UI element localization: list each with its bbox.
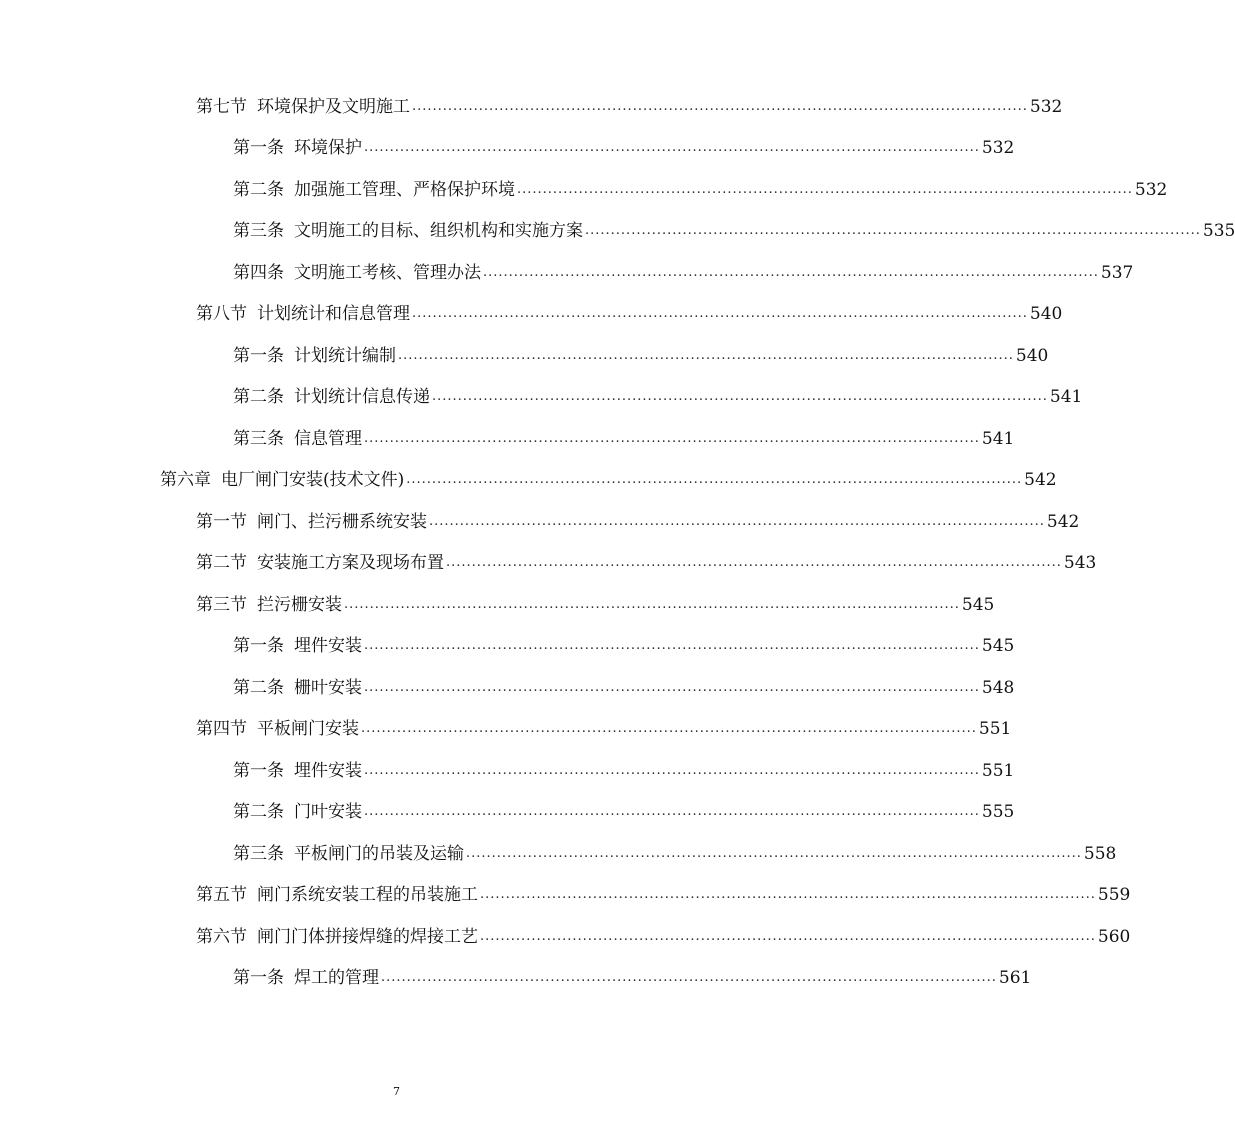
toc-entry-page: 540 xyxy=(1029,304,1063,324)
toc-entry-title: 安装施工方案及现场布置 xyxy=(257,553,444,573)
toc-entry-number: 第三条 xyxy=(233,429,284,449)
toc-entry-page: 532 xyxy=(981,138,1015,158)
dot-leader: ........................................................................................................................ xyxy=(429,514,1045,529)
dot-leader: ........................................................................................................................ xyxy=(432,389,1048,404)
toc-entry-title: 埋件安装 xyxy=(294,761,362,781)
toc-entry-number: 第二条 xyxy=(233,180,284,200)
toc-entry[interactable] xyxy=(233,213,1235,249)
toc-entry-number: 第六节 xyxy=(196,927,247,947)
toc-entry-number: 第二条 xyxy=(233,802,284,822)
dot-leader: ........................................................................................................................ xyxy=(364,431,980,446)
toc-entry-number: 第三条 xyxy=(233,221,284,241)
toc-entry-number: 第一条 xyxy=(233,761,284,781)
toc-entry[interactable] xyxy=(196,545,1097,581)
toc-entry-number: 第一条 xyxy=(233,968,284,988)
toc-entry-title: 环境保护及文明施工 xyxy=(257,97,410,117)
toc-entry[interactable] xyxy=(233,255,1134,291)
toc-entry-title: 拦污栅安装 xyxy=(257,595,342,615)
toc-entry[interactable] xyxy=(196,919,1131,955)
toc-entry-page: 532 xyxy=(1029,97,1063,117)
toc-entry-title: 埋件安装 xyxy=(294,636,362,656)
toc-entry-number: 第二节 xyxy=(196,553,247,573)
toc-entry[interactable] xyxy=(233,794,1015,830)
dot-leader: ........................................................................................................................ xyxy=(446,555,1062,570)
toc-entry-title: 门叶安装 xyxy=(294,802,362,822)
toc-entry-title: 栅叶安装 xyxy=(294,678,362,698)
toc-entry[interactable] xyxy=(233,379,1083,415)
toc-entry[interactable] xyxy=(233,753,1015,789)
toc-entry-title: 闸门门体拼接焊缝的焊接工艺 xyxy=(257,927,478,947)
toc-entry-number: 第七节 xyxy=(196,97,247,117)
toc-entry-title: 环境保护 xyxy=(294,138,362,158)
toc-entry-title: 加强施工管理、严格保护环境 xyxy=(294,180,515,200)
dot-leader: ........................................................................................................................ xyxy=(344,597,960,612)
dot-leader: ........................................................................................................................ xyxy=(483,265,1099,280)
toc-entry-page: 555 xyxy=(981,802,1015,822)
toc-entry-page: 541 xyxy=(1049,387,1083,407)
toc-entry-page: 561 xyxy=(998,968,1032,988)
toc-entry[interactable] xyxy=(233,670,1015,706)
toc-entry-page: 548 xyxy=(981,678,1015,698)
toc-entry-number: 第二条 xyxy=(233,678,284,698)
toc-entry-page: 558 xyxy=(1083,844,1117,864)
toc-entry-page: 551 xyxy=(981,761,1015,781)
dot-leader: ........................................................................................................................ xyxy=(412,306,1028,321)
dot-leader: ........................................................................................................................ xyxy=(517,182,1133,197)
toc-entry-page: 559 xyxy=(1097,885,1131,905)
toc-entry-title: 电厂闸门安装(技术文件) xyxy=(221,470,405,490)
toc-entry-page: 542 xyxy=(1024,470,1057,490)
toc-entry-page: 551 xyxy=(978,719,1012,739)
toc-entry-number: 第六章 xyxy=(160,470,211,490)
toc-entry-page: 535 xyxy=(1202,221,1235,241)
dot-leader: ........................................................................................................................ xyxy=(364,680,980,695)
toc-entry[interactable] xyxy=(196,504,1080,540)
toc-entry[interactable] xyxy=(196,89,1063,125)
dot-leader: ........................................................................................................................ xyxy=(406,472,1023,487)
dot-leader: ........................................................................................................................ xyxy=(480,887,1096,902)
dot-leader: ........................................................................................................................ xyxy=(364,638,980,653)
toc-entry[interactable] xyxy=(196,296,1063,332)
dot-leader: ........................................................................................................................ xyxy=(412,99,1028,114)
toc-entry-number: 第一条 xyxy=(233,346,284,366)
toc-entry-title: 计划统计和信息管理 xyxy=(257,304,410,324)
toc-entry[interactable] xyxy=(233,172,1168,208)
dot-leader: ........................................................................................................................ xyxy=(585,223,1201,238)
toc-entry-title: 信息管理 xyxy=(294,429,362,449)
toc-entry[interactable] xyxy=(233,960,1032,996)
toc-entry[interactable] xyxy=(233,836,1117,872)
dot-leader: ........................................................................................................................ xyxy=(364,804,980,819)
toc-entry-number: 第二条 xyxy=(233,387,284,407)
toc-entry-title: 计划统计编制 xyxy=(294,346,396,366)
toc-entry-title: 平板闸门的吊装及运输 xyxy=(294,844,464,864)
toc-entry-number: 第三条 xyxy=(233,844,284,864)
toc-entry-number: 第一条 xyxy=(233,138,284,158)
toc-entry[interactable] xyxy=(233,338,1049,374)
toc-entry-title: 平板闸门安装 xyxy=(257,719,359,739)
toc-entry-title: 文明施工考核、管理办法 xyxy=(294,263,481,283)
toc-entry-title: 计划统计信息传递 xyxy=(294,387,430,407)
toc-entry-page: 541 xyxy=(981,429,1015,449)
toc-entry-number: 第四条 xyxy=(233,263,284,283)
toc-entry[interactable] xyxy=(196,877,1131,913)
toc-entry-number: 第五节 xyxy=(196,885,247,905)
toc-entry-page: 545 xyxy=(961,595,995,615)
toc-entry[interactable] xyxy=(233,421,1015,457)
page-number: 7 xyxy=(393,1085,400,1098)
toc-entry-page: 542 xyxy=(1046,512,1080,532)
dot-leader: ........................................................................................................................ xyxy=(466,846,1082,861)
dot-leader: ........................................................................................................................ xyxy=(480,929,1096,944)
dot-leader: ........................................................................................................................ xyxy=(364,763,980,778)
dot-leader: ........................................................................................................................ xyxy=(361,721,977,736)
toc-entry[interactable] xyxy=(196,711,1012,747)
toc-entry[interactable] xyxy=(233,628,1015,664)
toc-entry-number: 第一条 xyxy=(233,636,284,656)
toc-entry-page: 540 xyxy=(1015,346,1049,366)
dot-leader: ........................................................................................................................ xyxy=(364,140,980,155)
toc-entry-page: 543 xyxy=(1063,553,1097,573)
toc-entry-number: 第一节 xyxy=(196,512,247,532)
toc-entry-page: 537 xyxy=(1100,263,1134,283)
toc-entry-number: 第三节 xyxy=(196,595,247,615)
toc-entry[interactable] xyxy=(233,130,1015,166)
dot-leader: ........................................................................................................................ xyxy=(381,970,997,985)
toc-entry-page: 532 xyxy=(1134,180,1168,200)
toc-entry-number: 第四节 xyxy=(196,719,247,739)
toc-entry-number: 第八节 xyxy=(196,304,247,324)
toc-entry[interactable] xyxy=(160,462,1057,498)
toc-entry-title: 闸门、拦污栅系统安装 xyxy=(257,512,427,532)
toc-entry-page: 560 xyxy=(1097,927,1131,947)
toc-entry-title: 焊工的管理 xyxy=(294,968,379,988)
dot-leader: ........................................................................................................................ xyxy=(398,348,1014,363)
toc-entry[interactable] xyxy=(196,587,995,623)
toc-entry-title: 闸门系统安装工程的吊装施工 xyxy=(257,885,478,905)
toc-entry-page: 545 xyxy=(981,636,1015,656)
toc-entry-title: 文明施工的目标、组织机构和实施方案 xyxy=(294,221,583,241)
